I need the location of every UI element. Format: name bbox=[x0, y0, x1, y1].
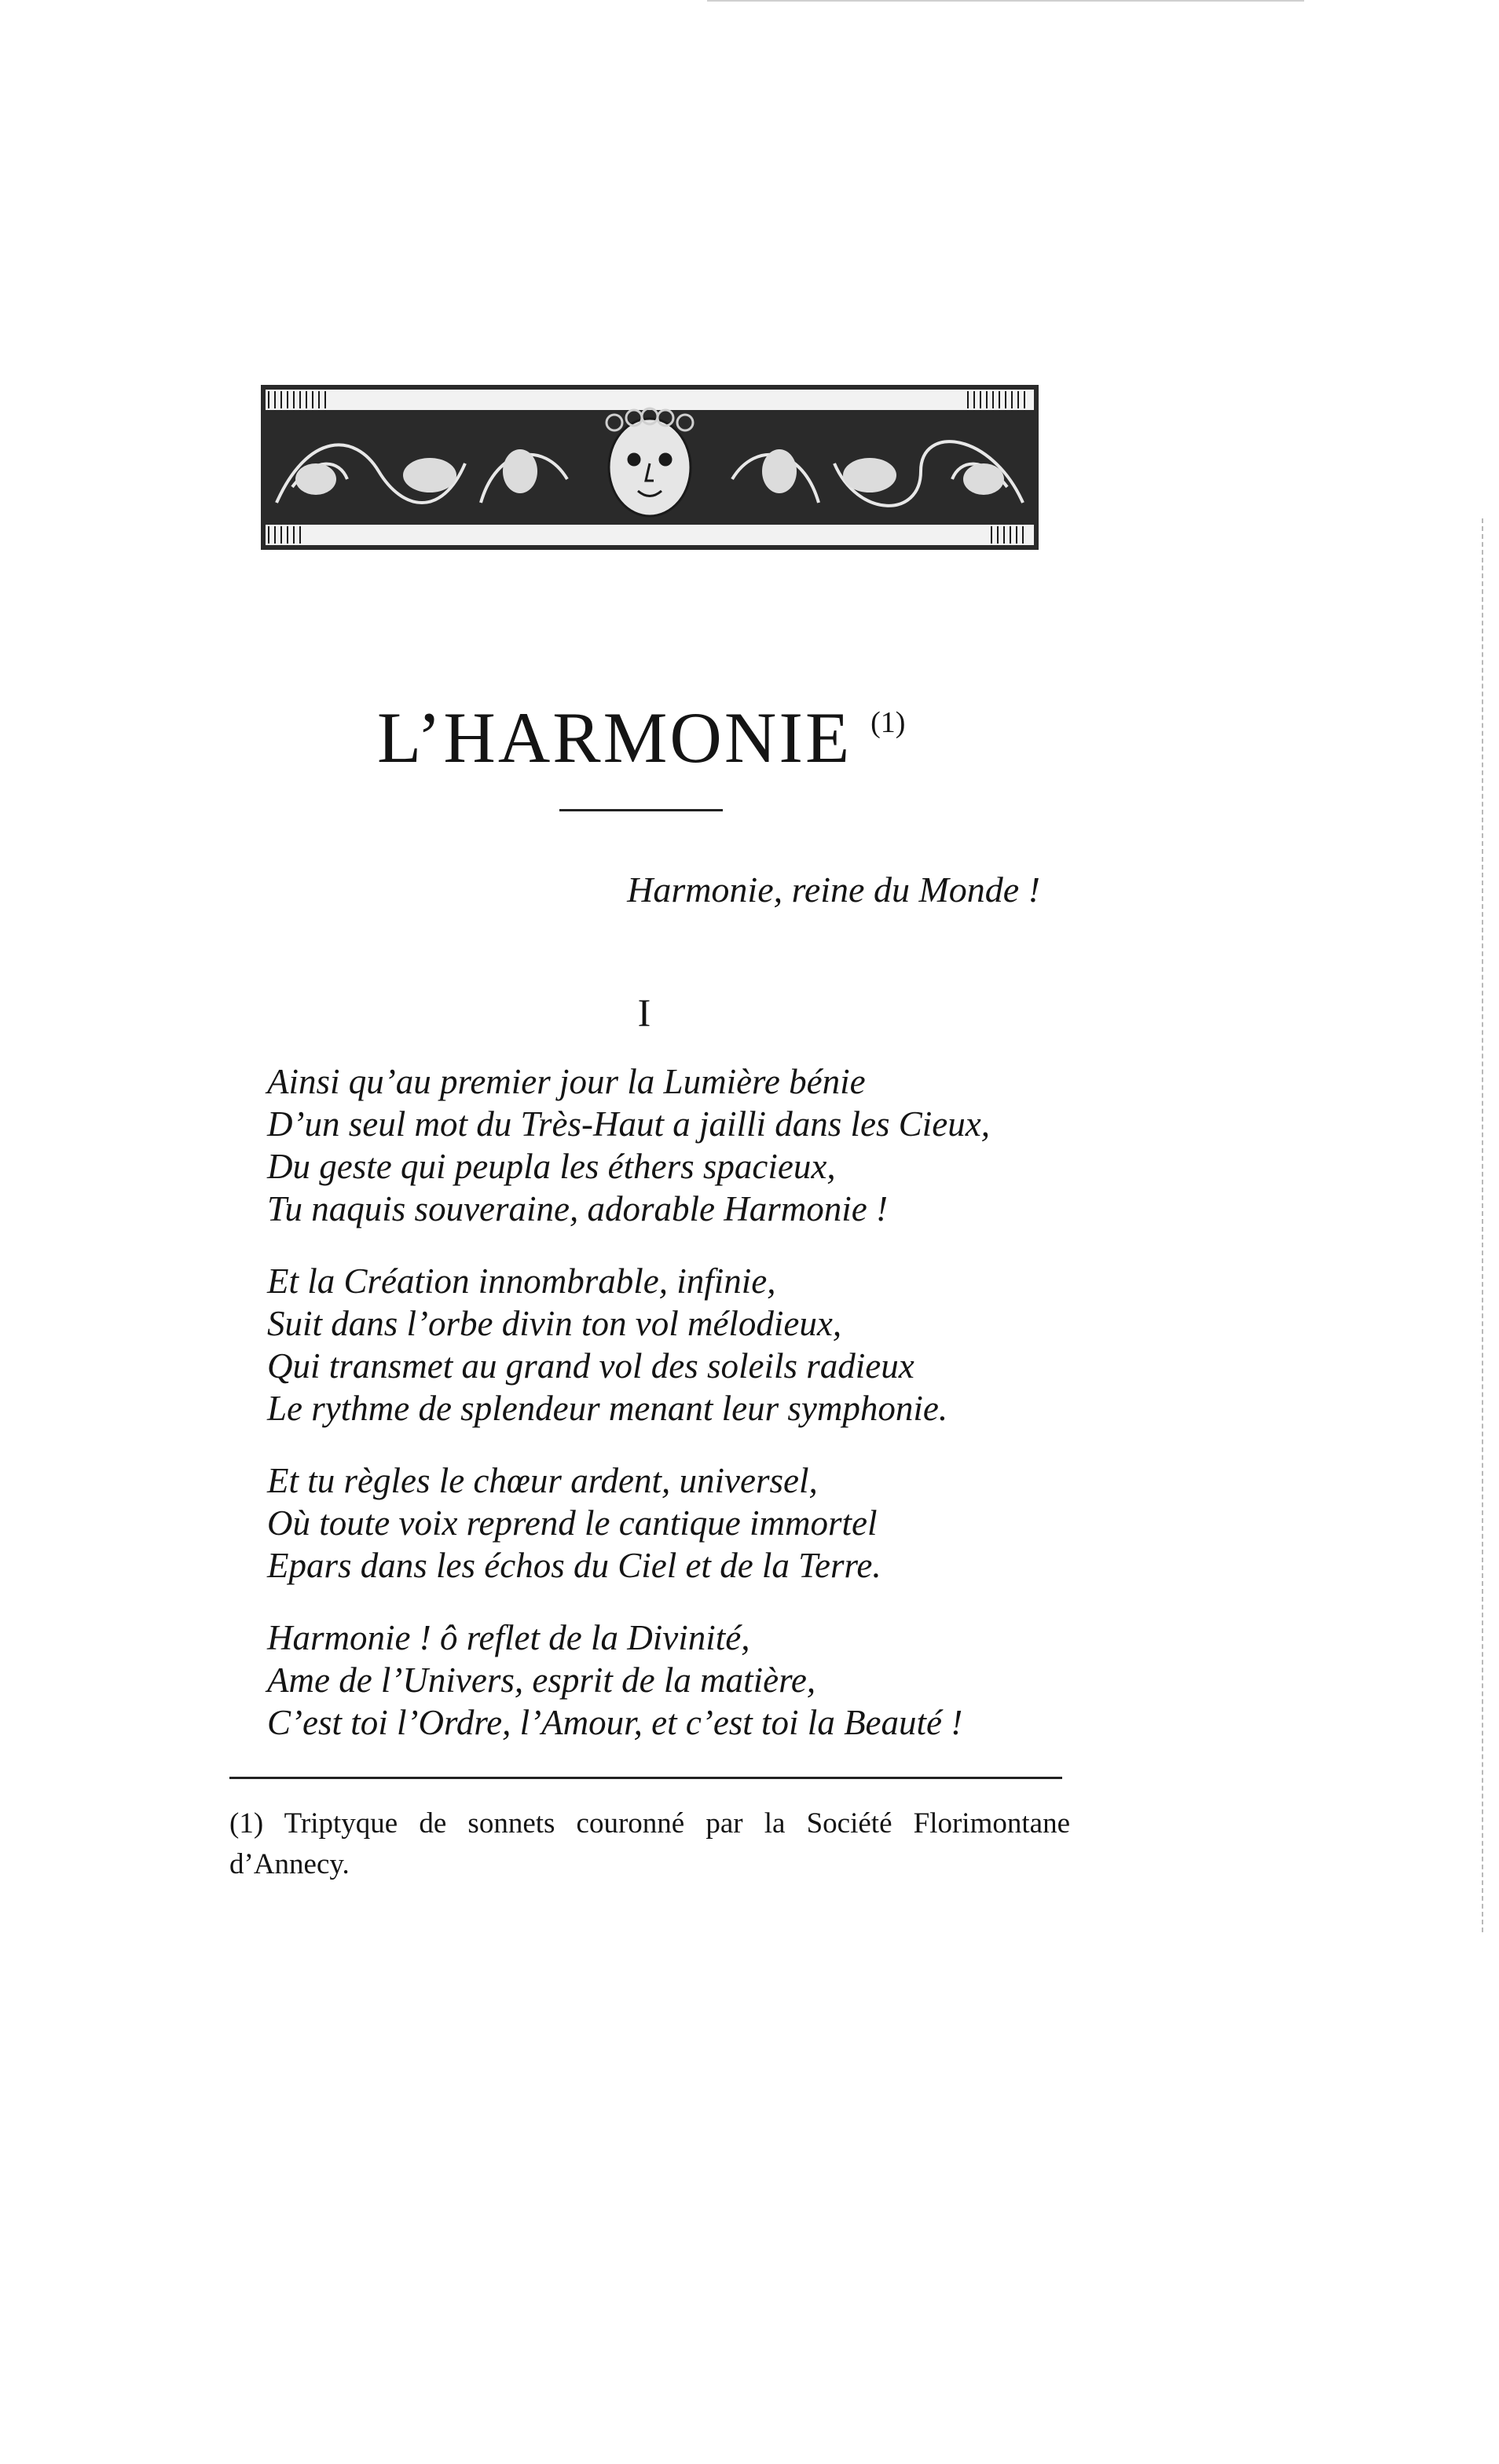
verse-line: Le rythme de splendeur menant leur symphonie. bbox=[267, 1389, 948, 1428]
ornament-engraving bbox=[261, 385, 1039, 550]
verse-line: Et tu règles le chœur ardent, universel, bbox=[267, 1461, 818, 1500]
verse-line: Harmonie ! ô reflet de la Divinité, bbox=[267, 1618, 750, 1657]
footnote-reference: (1) bbox=[870, 706, 906, 739]
title-divider bbox=[559, 809, 723, 811]
verse-line: Epars dans les échos du Ciel et de la Terre. bbox=[267, 1546, 881, 1585]
verse-line: Qui transmet au grand vol des soleils radieux bbox=[267, 1346, 914, 1386]
verse-line: C’est toi l’Ordre, l’Amour, et c’est toi la Beauté ! bbox=[267, 1703, 963, 1742]
sonnet bbox=[267, 1060, 1131, 1767]
stanza bbox=[267, 1616, 1131, 1744]
title-text: L’HARMONIE bbox=[377, 697, 852, 778]
verse-line: Tu naquis souveraine, adorable Harmonie ! bbox=[267, 1189, 888, 1228]
footnote: (1) Triptyque de sonnets couronné par la Société Florimontane d’Annecy. bbox=[229, 1807, 1070, 1880]
verse-line: Où toute voix reprend le cantique immortel bbox=[267, 1503, 878, 1543]
mask-face bbox=[609, 419, 691, 516]
stanza bbox=[267, 1260, 1131, 1430]
footnote-divider bbox=[229, 1777, 1062, 1779]
stanza bbox=[267, 1060, 1131, 1230]
section-number: I bbox=[637, 990, 651, 1034]
scan-edge-right bbox=[1482, 518, 1486, 1932]
scan-edge-top bbox=[707, 0, 1304, 2]
page-title bbox=[377, 675, 1084, 778]
verse-line: Ainsi qu’au premier jour la Lumière bénie bbox=[267, 1062, 866, 1101]
verse-line: D’un seul mot du Très-Haut a jailli dans les Cieux, bbox=[267, 1104, 990, 1144]
verse-line: Et la Création innombrable, infinie, bbox=[267, 1261, 776, 1301]
epigraph: Harmonie, reine du Monde ! bbox=[627, 870, 1040, 910]
verse-line: Du geste qui peupla les éthers spacieux, bbox=[267, 1147, 836, 1186]
verse-line: Suit dans l’orbe divin ton vol mélodieux, bbox=[267, 1304, 842, 1343]
verse-line: Ame de l’Univers, esprit de la matière, bbox=[267, 1660, 816, 1700]
stanza bbox=[267, 1459, 1131, 1587]
ornamental-header-band bbox=[261, 385, 1039, 550]
